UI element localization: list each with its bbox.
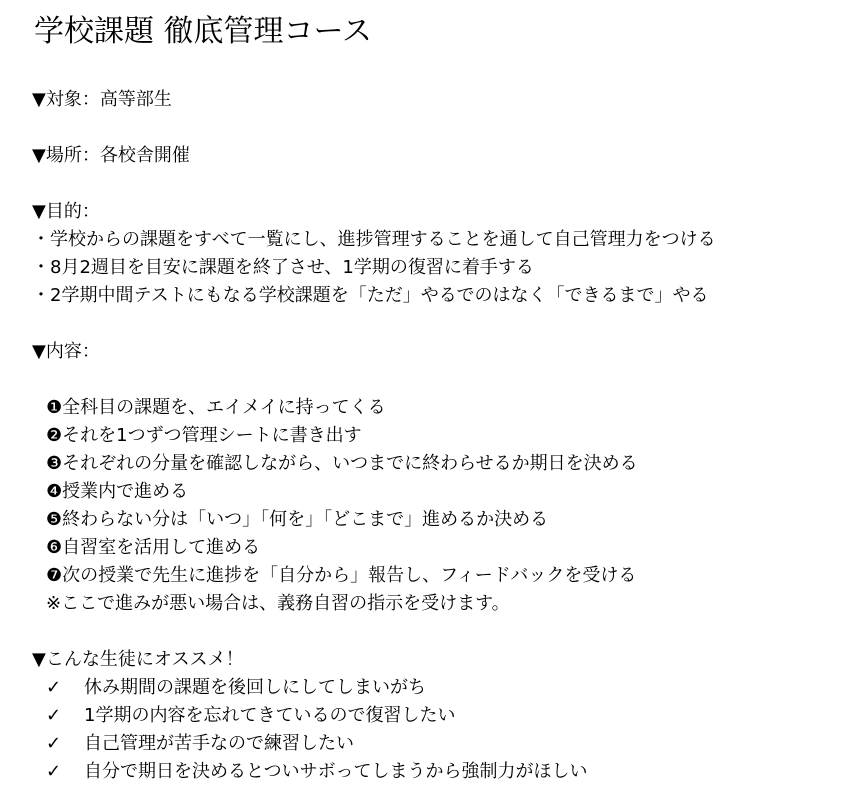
content-step: ❶全科目の課題を、エイメイに持ってくる [46,397,386,418]
purpose-item: ・2学期中間テストにもなる学校課題を「ただ」やるでのはなく「できるまで」やる [32,285,709,306]
recommend-item [46,758,587,786]
check-icon: ✓ [46,705,62,726]
check-icon: ✓ [46,677,62,698]
purpose-item: ・学校からの課題をすべて一覧にし、進捗管理することを通して自己管理力をつける [32,229,716,250]
recommend-item [46,730,354,758]
content-step: ❸それぞれの分量を確認しながら、いつまでに終わらせるか期日を決める [46,453,638,474]
recommend-item [46,674,426,702]
content-step: ❻自習室を活用して進める [46,537,261,558]
recommend-item [46,702,455,730]
location-line: ▼場所：各校舎開催 [32,145,190,166]
content-step: ❷それを1つずつ管理シートに書き出す [46,425,362,446]
recommend-item-text: 自分で期日を決めるとついサボってしまうから強制力がほしい [84,761,588,782]
target-line: ▼対象：高等部生 [32,89,172,110]
recommend-item-text: 休み期間の課題を後回しにしてしまいがち [84,677,426,698]
recommend-item-text: 自己管理が苦手なので練習したい [84,733,354,754]
purpose-heading: ▼目的： [32,201,100,222]
check-icon: ✓ [46,733,62,754]
content-step: ❼次の授業で先生に進捗を「自分から」報告し、フィードバックを受ける [46,565,637,586]
content-step: ❹授業内で進める [46,481,189,502]
recommend-item-text: 1学期の内容を忘れてきているので復習したい [84,705,456,726]
check-icon: ✓ [46,761,62,782]
content-step: ❺終わらない分は「いつ」「何を」「どこまで」進めるか決める [46,509,549,530]
content-heading: ▼内容： [32,341,100,362]
recommend-heading: ▼こんな生徒にオススメ！ [32,649,244,670]
page-title: 学校課題 徹底管理コース [34,14,373,49]
purpose-item: ・8月2週目を目安に課題を終了させ、1学期の復習に着手する [32,257,534,278]
content-note: ※ここで進みが悪い場合は、義務自習の指示を受けます。 [46,593,510,614]
